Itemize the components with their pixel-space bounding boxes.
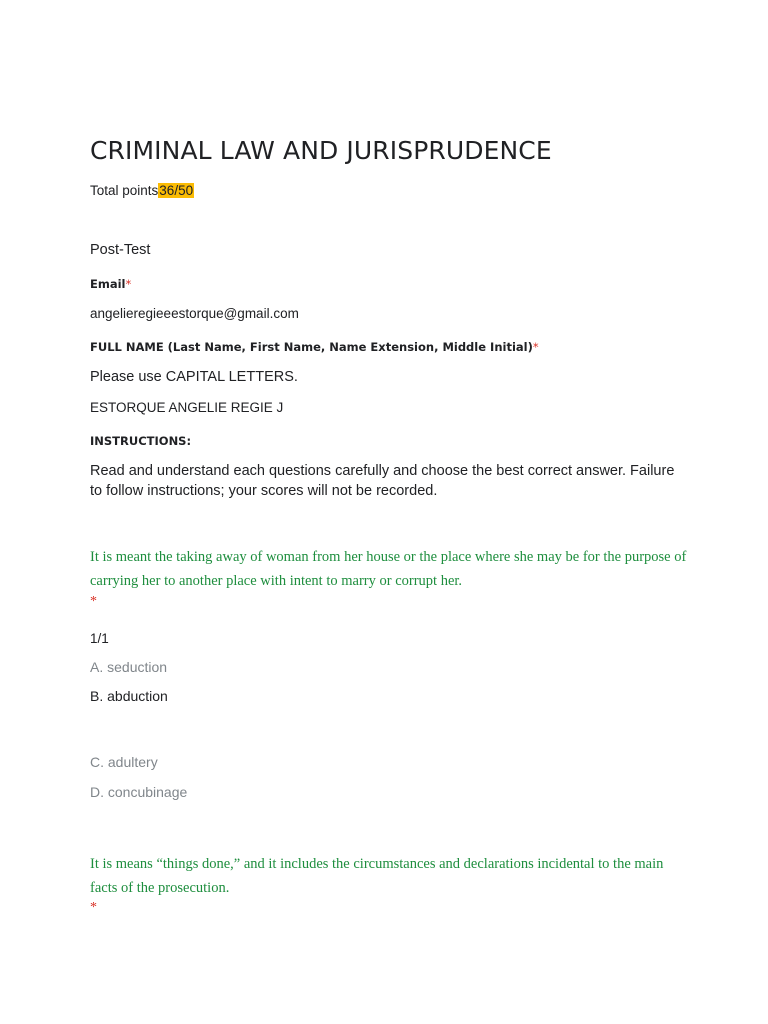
option-a[interactable]: A. seduction	[90, 659, 168, 675]
required-asterisk: *	[125, 277, 132, 291]
required-asterisk: *	[532, 340, 539, 354]
email-value: angelieregieeestorque@gmail.com	[90, 306, 299, 321]
question-text: It is meant the taking away of woman from her house or the place where she may be for the purpose of carrying her to another place with intent to marry or corrupt her.	[90, 549, 687, 589]
instructions-label: INSTRUCTIONS:	[90, 434, 192, 448]
option-b-selected[interactable]: B. abduction	[90, 688, 168, 704]
required-asterisk: *	[90, 900, 97, 915]
full-name-label-text: FULL NAME (Last Name, First Name, Name Extension, Middle Initial)	[90, 340, 533, 354]
option-c[interactable]: C. adultery	[90, 754, 158, 770]
email-label	[90, 277, 131, 291]
total-points-label: Total points	[90, 183, 159, 198]
email-label-text: Email	[90, 277, 126, 291]
required-asterisk: *	[90, 594, 97, 609]
full-name-value: ESTORQUE ANGELIE REGIE J	[90, 400, 284, 415]
question-score: 1/1	[90, 631, 109, 646]
full-name-instruction: Please use CAPITAL LETTERS.	[90, 369, 298, 385]
instructions-text: Read and understand each questions carefully and choose the best correct answer. Failure to follow instructions; your scores will not be recorded.	[90, 463, 675, 499]
section-title: Post-Test	[90, 242, 151, 258]
form-title: CRIMINAL LAW AND JURISPRUDENCE	[90, 136, 552, 165]
option-d[interactable]: D. concubinage	[90, 784, 188, 800]
full-name-label	[90, 340, 539, 354]
question-text: It is means “things done,” and it includes the circumstances and declarations incidental to the main facts of the prosecution.	[90, 856, 664, 896]
total-points	[90, 183, 194, 198]
total-points-value: 36/50	[159, 183, 194, 198]
